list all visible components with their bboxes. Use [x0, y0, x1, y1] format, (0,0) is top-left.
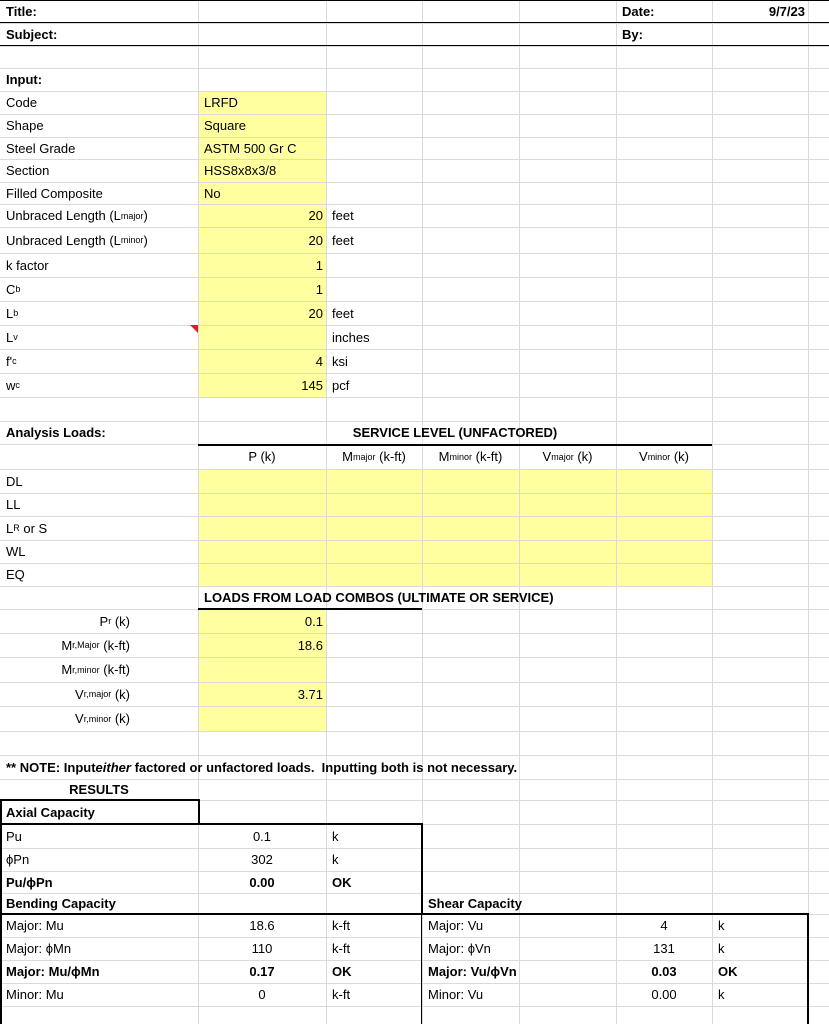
- input-value-4[interactable]: [198, 182, 326, 204]
- service-col-header-2[interactable]: M minor (k-ft): [438, 449, 503, 464]
- bending-value-2-text: 0.17: [249, 964, 275, 979]
- combo-row-label-4-text: V: [75, 711, 84, 726]
- service-col-header-3-text: V: [542, 449, 552, 464]
- input-label-8-text: C: [6, 281, 16, 297]
- shear-unit-0[interactable]: [712, 914, 808, 937]
- input-label-9-text: L: [6, 305, 14, 321]
- input-unit-12-text: pcf: [332, 377, 350, 393]
- input-label-7[interactable]: [0, 253, 198, 277]
- shear-value-0-text: 4: [660, 918, 668, 933]
- bending-unit-1[interactable]: [326, 937, 422, 960]
- axial-unit-2[interactable]: [326, 871, 422, 893]
- input-label-6-text: Unbraced Length (L: [6, 232, 121, 248]
- bending-label-3-text: Minor: Mu: [6, 987, 64, 1002]
- shear-value-0[interactable]: [616, 914, 712, 937]
- axial-capacity-title-text: Axial Capacity: [6, 804, 95, 820]
- shear-label-3[interactable]: [422, 983, 616, 1006]
- bending-unit-2[interactable]: [326, 960, 422, 983]
- input-unit-6[interactable]: [326, 227, 422, 253]
- shear-label-1-text: Major: ϕVn: [428, 941, 491, 956]
- bending-unit-0-text: k-ft: [332, 918, 351, 933]
- shear-unit-2[interactable]: [712, 960, 808, 983]
- shear-unit-3[interactable]: [712, 983, 808, 1006]
- grid-row-line: [0, 1006, 829, 1007]
- service-col-header-1-text: M: [342, 449, 353, 464]
- load-input-note-text: ** NOTE: Input: [6, 759, 96, 775]
- input-label-5-suffix: ): [143, 208, 148, 223]
- input-value-6[interactable]: [198, 227, 326, 253]
- service-col-header-3[interactable]: V major (k): [542, 449, 593, 464]
- input-value-8-text: 1: [315, 281, 323, 297]
- input-value-12[interactable]: [198, 373, 326, 397]
- shear-label-2[interactable]: [422, 960, 616, 983]
- date-label-text: Date:: [622, 4, 655, 19]
- combo-row-value-2[interactable]: [198, 657, 326, 682]
- bending-capacity-title[interactable]: [0, 893, 422, 914]
- combo-row-label-3-suffix: (k): [111, 686, 130, 702]
- shear-value-1-text: 131: [653, 941, 675, 956]
- load-row-label-3[interactable]: [0, 540, 198, 563]
- axial-value-1-text: 302: [251, 852, 273, 867]
- input-label-6-suffix: ): [143, 232, 148, 248]
- axial-unit-2-text: OK: [332, 874, 352, 890]
- combo-row-label-3[interactable]: V r,major (k): [75, 686, 130, 702]
- input-label-10-text: L: [6, 329, 14, 345]
- shear-value-2[interactable]: [616, 960, 712, 983]
- bending-label-1-text: Major: ϕMn: [6, 941, 72, 956]
- shear-label-1[interactable]: [422, 937, 616, 960]
- combo-row-label-1-suffix: (k-ft): [99, 637, 130, 653]
- load-row-label-1[interactable]: [0, 493, 198, 516]
- combo-row-value-3-text: 3.71: [297, 686, 323, 702]
- shear-unit-1-text: k: [718, 941, 725, 956]
- combo-row-label-4[interactable]: V r,minor (k): [75, 711, 130, 726]
- axial-value-1[interactable]: [198, 848, 326, 871]
- input-unit-6-text: feet: [332, 232, 354, 248]
- axial-label-2-text: Pu/ϕPn: [6, 874, 53, 890]
- combo-row-label-0-text: P: [99, 613, 109, 629]
- title-label-text: Title:: [6, 4, 37, 19]
- input-label-0-text: Code: [6, 95, 38, 110]
- subject-label[interactable]: [0, 23, 198, 46]
- bending-unit-0[interactable]: [326, 914, 422, 937]
- combo-row-label-1-text: M: [61, 637, 73, 653]
- input-value-0[interactable]: [198, 91, 326, 114]
- axial-value-2[interactable]: [198, 871, 326, 893]
- input-label-12[interactable]: w c: [6, 377, 20, 393]
- combo-row-label-2-text: M: [61, 662, 73, 677]
- combo-row-value-3[interactable]: [198, 682, 326, 706]
- input-label-2-text: Steel Grade: [6, 140, 76, 156]
- combo-row-label-2-suffix: (k-ft): [99, 662, 130, 677]
- subject-label-text: Subject:: [6, 27, 58, 42]
- input-label-4-text: Filled Composite: [6, 185, 103, 201]
- analysis-loads-label[interactable]: [0, 421, 198, 444]
- shear-value-3-text: 0.00: [651, 987, 677, 1002]
- combo-row-label-2[interactable]: M r,minor (k-ft): [61, 662, 130, 677]
- service-col-header-4-text: V: [639, 449, 648, 464]
- bending-unit-3[interactable]: [326, 983, 422, 1006]
- input-label-3[interactable]: [0, 159, 198, 182]
- input-value-9[interactable]: [198, 301, 326, 325]
- service-col-header-4[interactable]: V minor (k): [639, 449, 689, 464]
- shear-unit-2-text: OK: [718, 964, 738, 979]
- input-label-7-text: k factor: [6, 257, 49, 273]
- input-value-7[interactable]: [198, 253, 326, 277]
- shear-value-1[interactable]: [616, 937, 712, 960]
- input-value-9-text: 20: [308, 305, 323, 321]
- input-value-0-text: LRFD: [204, 95, 238, 110]
- input-unit-11-text: ksi: [332, 353, 348, 369]
- combo-row-value-4[interactable]: [198, 706, 326, 731]
- grid-row-line: [0, 397, 829, 398]
- combo-row-label-0-suffix: (k): [111, 613, 130, 629]
- date-label[interactable]: [616, 0, 712, 23]
- combo-row-label-1[interactable]: M r,Major (k-ft): [61, 637, 130, 653]
- axial-value-0[interactable]: [198, 824, 326, 848]
- load-row-label-1-text: LL: [6, 497, 21, 512]
- shear-value-2-text: 0.03: [651, 964, 677, 979]
- bending-value-0[interactable]: [198, 914, 326, 937]
- bending-value-2[interactable]: [198, 960, 326, 983]
- shear-label-2-text: Major: Vu/ϕVn: [428, 964, 517, 979]
- input-label-0[interactable]: [0, 91, 198, 114]
- input-section-label-text: Input:: [6, 72, 43, 87]
- load-combos-title[interactable]: [198, 586, 712, 609]
- service-col-header-2-suffix: (k-ft): [472, 449, 503, 464]
- date-value[interactable]: [712, 0, 808, 23]
- axial-label-1[interactable]: [0, 848, 198, 871]
- bending-value-1[interactable]: [198, 937, 326, 960]
- input-value-10[interactable]: [198, 325, 326, 349]
- combo-row-value-1[interactable]: [198, 633, 326, 657]
- input-unit-10-text: inches: [332, 329, 370, 345]
- shear-label-0-text: Major: Vu: [428, 918, 484, 933]
- shear-unit-1[interactable]: [712, 937, 808, 960]
- axial-label-1-text: ϕPn: [6, 852, 30, 867]
- input-unit-10[interactable]: [326, 325, 422, 349]
- shear-unit-3-text: k: [718, 987, 725, 1002]
- service-col-header-3-suffix: (k): [573, 449, 593, 464]
- input-unit-9[interactable]: [326, 301, 422, 325]
- bending-label-0-text: Major: Mu: [6, 918, 64, 933]
- load-row-label-4-text: EQ: [6, 567, 25, 582]
- input-label-12-text: w: [6, 377, 16, 393]
- service-level-title[interactable]: [198, 421, 712, 444]
- input-label-5-text: Unbraced Length (L: [6, 208, 121, 223]
- shear-capacity-title-text: Shear Capacity: [428, 896, 522, 911]
- input-label-1-text: Shape: [6, 118, 44, 133]
- input-label-9[interactable]: L b: [6, 305, 19, 321]
- bending-unit-3-text: k-ft: [332, 987, 351, 1002]
- load-row-label-4[interactable]: [0, 563, 198, 586]
- date-value-text: 9/7/23: [768, 4, 805, 19]
- input-value-3-text: HSS8x8x3/8: [204, 163, 277, 178]
- input-label-4[interactable]: [0, 182, 198, 204]
- combo-row-label-0[interactable]: P r (k): [99, 613, 130, 629]
- bending-label-2[interactable]: [0, 960, 198, 983]
- axial-unit-0-text: k: [332, 828, 339, 844]
- bending-value-0-text: 18.6: [249, 918, 275, 933]
- input-label-2[interactable]: [0, 137, 198, 159]
- input-label-10[interactable]: L v: [6, 329, 18, 345]
- results-title[interactable]: [0, 779, 198, 800]
- by-label-text: By:: [622, 27, 643, 42]
- axial-unit-1-text: k: [332, 852, 339, 867]
- bending-label-3[interactable]: [0, 983, 198, 1006]
- combo-row-value-1-text: 18.6: [297, 637, 323, 653]
- input-value-6-text: 20: [308, 232, 323, 248]
- input-unit-5[interactable]: [326, 204, 422, 227]
- input-value-4-text: No: [204, 185, 221, 201]
- combo-row-value-0[interactable]: [198, 609, 326, 633]
- combo-row-label-4-suffix: (k): [111, 711, 130, 726]
- input-label-11[interactable]: f' c: [6, 353, 17, 369]
- input-value-5-text: 20: [308, 208, 323, 223]
- input-unit-9-text: feet: [332, 305, 354, 321]
- service-loads-fill: [199, 469, 712, 586]
- bending-value-3[interactable]: [198, 983, 326, 1006]
- analysis-loads-label-text: Analysis Loads:: [6, 425, 106, 440]
- input-value-5[interactable]: [198, 204, 326, 227]
- axial-unit-0[interactable]: [326, 824, 422, 848]
- bending-value-1-text: 110: [251, 941, 273, 956]
- bending-label-1[interactable]: [0, 937, 198, 960]
- bending-unit-1-text: k-ft: [332, 941, 351, 956]
- service-col-header-2-text: M: [438, 449, 450, 464]
- input-label-8[interactable]: C b: [6, 281, 21, 297]
- load-combos-title-text: LOADS FROM LOAD COMBOS (ULTIMATE OR SERVICE): [204, 590, 554, 605]
- load-input-note-emphasis: either: [95, 759, 131, 775]
- axial-label-0-text: Pu: [6, 828, 22, 844]
- input-value-8[interactable]: [198, 277, 326, 301]
- input-label-6[interactable]: Unbraced Length (L minor ): [6, 232, 148, 248]
- axial-label-0[interactable]: [0, 824, 198, 848]
- title-label[interactable]: [0, 0, 198, 23]
- load-row-label-0[interactable]: [0, 469, 198, 493]
- combo-row-value-0-text: 0.1: [304, 613, 323, 629]
- shear-unit-0-text: k: [718, 918, 725, 933]
- by-label[interactable]: [616, 23, 712, 46]
- axial-unit-1[interactable]: [326, 848, 422, 871]
- shear-label-0[interactable]: [422, 914, 616, 937]
- bending-label-2-text: Major: Mu/ϕMn: [6, 964, 100, 979]
- input-label-5[interactable]: Unbraced Length (L major ): [6, 208, 148, 223]
- shear-value-3[interactable]: [616, 983, 712, 1006]
- load-row-label-2-suffix: or S: [19, 520, 48, 536]
- axial-value-0-text: 0.1: [252, 828, 272, 844]
- input-label-3-text: Section: [6, 163, 50, 178]
- input-value-11[interactable]: [198, 349, 326, 373]
- bending-capacity-title-text: Bending Capacity: [6, 896, 116, 911]
- input-value-3[interactable]: [198, 159, 326, 182]
- load-row-label-0-text: DL: [6, 473, 23, 489]
- shear-label-3-text: Minor: Vu: [428, 987, 484, 1002]
- input-unit-12[interactable]: [326, 373, 422, 397]
- service-level-title-text: SERVICE LEVEL (UNFACTORED): [352, 425, 558, 440]
- input-value-1-text: Square: [204, 118, 246, 133]
- axial-capacity-title[interactable]: [0, 800, 422, 824]
- input-unit-5-text: feet: [332, 208, 354, 223]
- results-title-text: RESULTS: [69, 782, 129, 797]
- bending-label-0[interactable]: [0, 914, 198, 937]
- load-row-label-3-text: WL: [6, 544, 26, 559]
- service-col-header-0-text: P (k): [248, 449, 276, 464]
- service-col-header-4-suffix: (k): [670, 449, 689, 464]
- input-label-1[interactable]: [0, 114, 198, 137]
- service-col-header-1-suffix: (k-ft): [375, 449, 406, 464]
- input-value-11-text: 4: [315, 353, 323, 369]
- input-value-2[interactable]: [198, 137, 326, 159]
- input-section-label[interactable]: [0, 68, 198, 91]
- load-input-note-suffix: factored or unfactored loads. Inputting both is not necessary.: [130, 759, 518, 775]
- axial-value-2-text: 0.00: [249, 874, 275, 890]
- combo-row-label-3-text: V: [75, 686, 84, 702]
- input-unit-11[interactable]: [326, 349, 422, 373]
- load-row-label-2[interactable]: L R or S: [6, 520, 48, 536]
- bending-unit-2-text: OK: [332, 964, 352, 979]
- grid-row-line: [0, 46, 829, 47]
- shear-capacity-title[interactable]: [422, 893, 808, 914]
- input-value-2-text: ASTM 500 Gr C: [204, 140, 297, 156]
- axial-label-2[interactable]: [0, 871, 198, 893]
- load-input-note[interactable]: [0, 755, 829, 779]
- input-value-7-text: 1: [315, 257, 323, 273]
- grid-row-line: [0, 731, 829, 732]
- input-label-11-text: f': [6, 353, 13, 369]
- bending-value-3-text: 0: [258, 987, 266, 1002]
- service-col-header-0[interactable]: [198, 444, 326, 469]
- input-value-1[interactable]: [198, 114, 326, 137]
- input-value-12-text: 145: [301, 377, 323, 393]
- load-row-label-2-text: L: [6, 520, 14, 536]
- service-col-header-1[interactable]: M major (k-ft): [342, 449, 406, 464]
